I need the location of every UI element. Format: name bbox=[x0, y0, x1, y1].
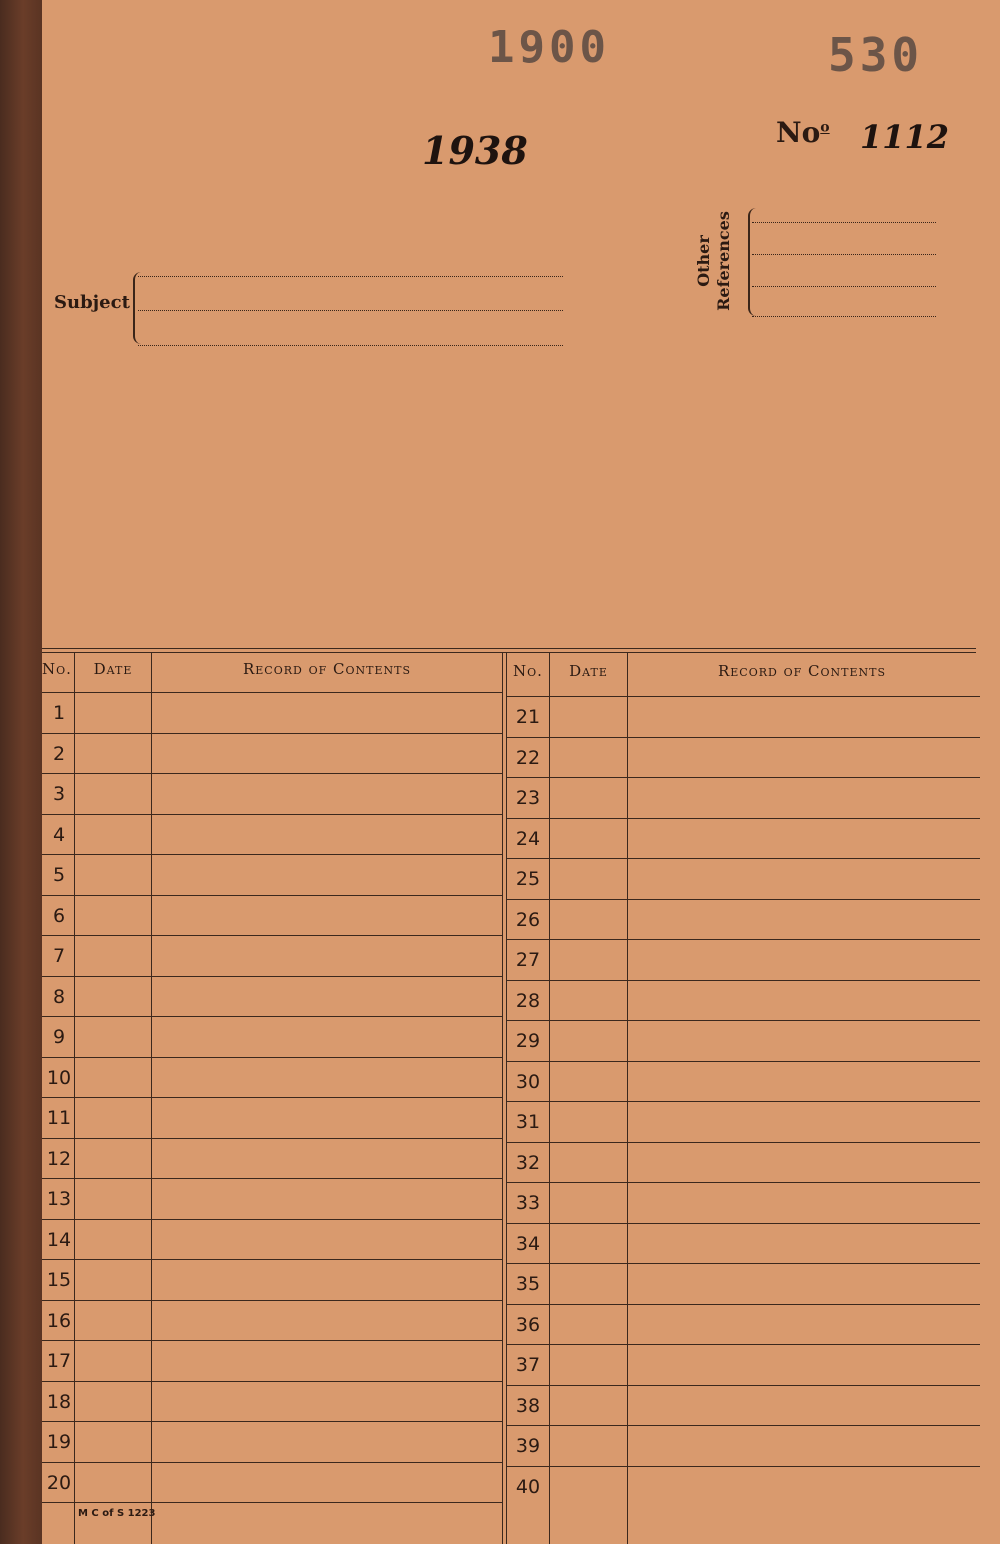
col-divider bbox=[151, 652, 152, 1544]
row-number-left: 13 bbox=[46, 1188, 72, 1210]
row-number-left: 20 bbox=[46, 1471, 72, 1494]
row-number-right: 39 bbox=[515, 1435, 541, 1457]
row-number-right: 34 bbox=[515, 1232, 541, 1255]
row-number-right: 33 bbox=[515, 1192, 541, 1214]
row-number-left: 16 bbox=[46, 1309, 72, 1332]
row-number-right: 23 bbox=[515, 787, 541, 809]
row-rule-right bbox=[506, 818, 980, 819]
row-rule-right bbox=[506, 1425, 980, 1426]
row-number-right: 40 bbox=[515, 1475, 541, 1498]
row-rule-right bbox=[506, 1101, 980, 1102]
row-number-left: 10 bbox=[46, 1066, 72, 1089]
stamp-number-left: 1900 bbox=[488, 22, 610, 73]
row-rule-left bbox=[42, 814, 503, 815]
row-number-right: 21 bbox=[515, 706, 541, 728]
row-number-right: 31 bbox=[515, 1111, 541, 1133]
other-references-line2: References bbox=[714, 211, 733, 311]
row-number-left: 14 bbox=[46, 1228, 72, 1251]
row-number-left: 9 bbox=[52, 1026, 66, 1048]
table-top-rule bbox=[42, 648, 976, 649]
stamp-number-right: 530 bbox=[828, 28, 924, 82]
header-no-left: No. bbox=[42, 660, 72, 678]
row-rule-right bbox=[506, 1385, 980, 1386]
references-brace bbox=[748, 208, 760, 316]
row-number-right: 24 bbox=[515, 827, 541, 850]
header-no-right: No. bbox=[513, 662, 543, 680]
row-rule-right bbox=[506, 858, 980, 859]
row-rule-right bbox=[506, 1344, 980, 1345]
row-rule-right bbox=[506, 1061, 980, 1062]
row-rule-right bbox=[506, 1142, 980, 1143]
row-number-left: 7 bbox=[52, 945, 66, 967]
row-rule-left bbox=[42, 976, 503, 977]
row-rule-left bbox=[42, 895, 503, 896]
row-number-right: 27 bbox=[515, 949, 541, 971]
header-date-right: Date bbox=[569, 662, 608, 680]
row-rule-right bbox=[506, 737, 980, 738]
row-number-right: 32 bbox=[515, 1151, 541, 1174]
row-rule-right bbox=[506, 1020, 980, 1021]
subject-label: Subject bbox=[54, 292, 130, 313]
handwritten-file-number: 1112 bbox=[860, 118, 950, 156]
row-number-left: 12 bbox=[46, 1147, 72, 1170]
row-rule-left bbox=[42, 1502, 503, 1503]
row-number-right: 29 bbox=[515, 1030, 541, 1052]
row-number-right: 36 bbox=[515, 1313, 541, 1336]
row-rule-left bbox=[42, 1097, 503, 1098]
row-number-left: 6 bbox=[52, 904, 66, 927]
row-rule-left bbox=[42, 1462, 503, 1463]
row-number-right: 38 bbox=[515, 1394, 541, 1417]
row-number-right: 25 bbox=[515, 868, 541, 890]
row-number-left: 5 bbox=[52, 864, 66, 886]
row-number-right: 37 bbox=[515, 1354, 541, 1376]
row-rule-right bbox=[506, 939, 980, 940]
row-number-left: 15 bbox=[46, 1269, 72, 1291]
row-rule-right bbox=[506, 980, 980, 981]
row-number-left: 2 bbox=[52, 742, 66, 765]
row-number-left: 8 bbox=[52, 985, 66, 1008]
row-number-right: 26 bbox=[515, 908, 541, 931]
row-rule-right bbox=[506, 1223, 980, 1224]
row-rule-right bbox=[506, 899, 980, 900]
row-rule-left bbox=[42, 1381, 503, 1382]
row-number-left: 11 bbox=[46, 1107, 72, 1129]
row-number-right: 28 bbox=[515, 989, 541, 1012]
row-rule-left bbox=[42, 1340, 503, 1341]
number-label: No$^o$ bbox=[776, 116, 830, 149]
header-record-left: Record of Contents bbox=[242, 660, 412, 678]
row-number-right: 30 bbox=[515, 1070, 541, 1093]
row-rule-right bbox=[506, 1263, 980, 1264]
col-divider bbox=[502, 652, 503, 1544]
row-number-left: 1 bbox=[52, 702, 66, 724]
reference-line[interactable] bbox=[752, 286, 936, 287]
row-number-left: 18 bbox=[46, 1390, 72, 1413]
row-rule-right bbox=[506, 777, 980, 778]
row-rule-left bbox=[42, 692, 503, 693]
subject-line[interactable] bbox=[138, 345, 563, 346]
table-top-rule bbox=[42, 652, 976, 653]
row-rule-left bbox=[42, 773, 503, 774]
row-number-left: 4 bbox=[52, 823, 66, 846]
binding-spine bbox=[0, 0, 42, 1544]
row-number-left: 17 bbox=[46, 1350, 72, 1372]
row-rule-left bbox=[42, 1421, 503, 1422]
row-rule-right bbox=[506, 1466, 980, 1467]
row-rule-left bbox=[42, 935, 503, 936]
header-date-left: Date bbox=[93, 660, 133, 678]
row-rule-right bbox=[506, 1182, 980, 1183]
row-number-left: 3 bbox=[52, 783, 66, 805]
other-references-label bbox=[694, 206, 734, 316]
reference-line[interactable] bbox=[752, 222, 936, 223]
row-rule-left bbox=[42, 1259, 503, 1260]
row-rule-left bbox=[42, 1178, 503, 1179]
subject-line[interactable] bbox=[138, 310, 563, 311]
row-number-left: 19 bbox=[46, 1431, 72, 1453]
other-references-line1: Other bbox=[694, 235, 713, 287]
subject-brace bbox=[133, 272, 145, 344]
row-number-right: 35 bbox=[515, 1273, 541, 1295]
row-rule-left bbox=[42, 733, 503, 734]
row-rule-left bbox=[42, 1057, 503, 1058]
row-rule-right bbox=[506, 696, 980, 697]
row-rule-left bbox=[42, 854, 503, 855]
subject-line[interactable] bbox=[138, 276, 563, 277]
reference-line[interactable] bbox=[752, 254, 936, 255]
row-number-right: 22 bbox=[515, 746, 541, 769]
row-rule-left bbox=[42, 1219, 503, 1220]
row-rule-left bbox=[42, 1016, 503, 1017]
row-rule-right bbox=[506, 1304, 980, 1305]
header-record-right: Record of Contents bbox=[717, 662, 887, 680]
number-label-text: No bbox=[776, 116, 821, 149]
col-divider bbox=[549, 652, 550, 1544]
reference-line[interactable] bbox=[752, 316, 936, 317]
form-code: M C of S 1223 bbox=[78, 1508, 156, 1519]
row-rule-left bbox=[42, 1300, 503, 1301]
col-divider bbox=[627, 652, 628, 1544]
row-rule-left bbox=[42, 1138, 503, 1139]
handwritten-year: 1938 bbox=[422, 128, 528, 173]
